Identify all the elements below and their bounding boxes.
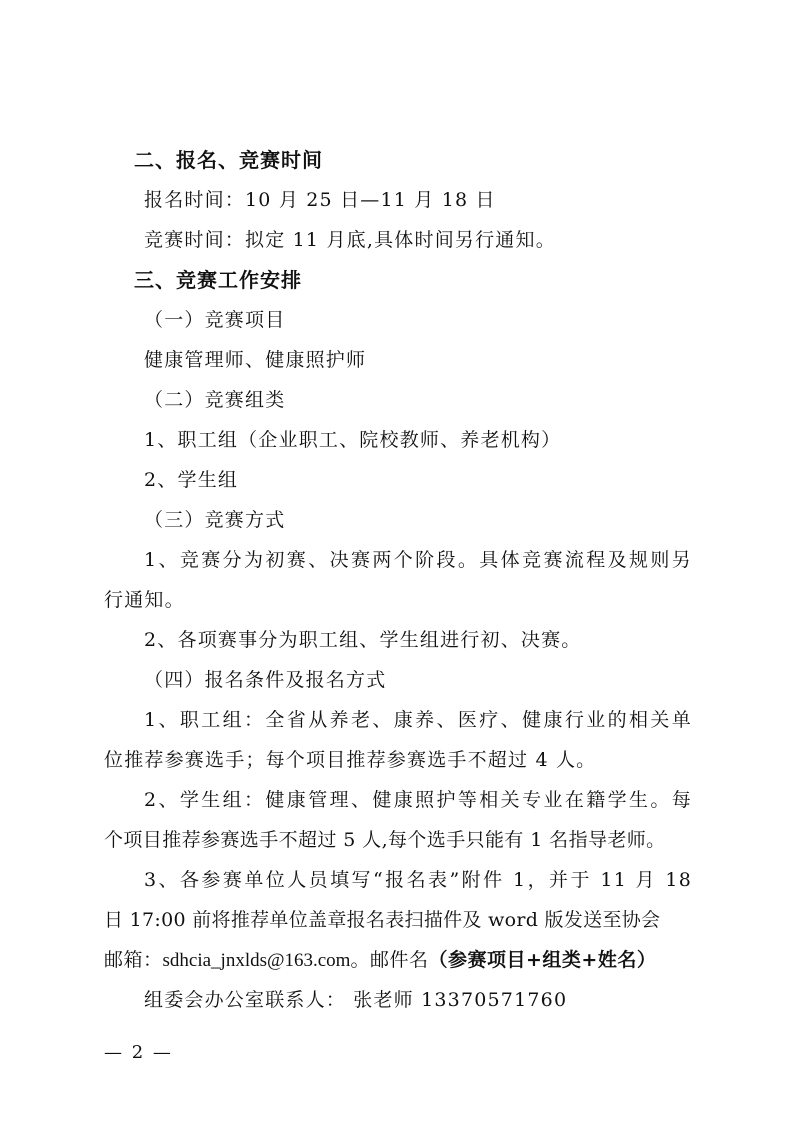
contact-info: 组委会办公室联系人： 张老师 13370571760 bbox=[144, 989, 568, 1011]
subsection-3-item-1-line-1: 1、竞赛分为初赛、决赛两个阶段。具体竞赛流程及规则另 bbox=[144, 549, 692, 571]
section-2-heading: 二、报名、竞赛时间 bbox=[134, 148, 323, 172]
subsection-1-content: 健康管理师、健康照护师 bbox=[144, 349, 367, 371]
email-subject-format: （参赛项目+组类+姓名） bbox=[428, 949, 657, 971]
subsection-4-item-2-line-1: 2、学生组：健康管理、健康照护等相关专业在籍学生。每 bbox=[144, 789, 692, 811]
email-label: 邮箱： bbox=[104, 949, 163, 971]
registration-time: 报名时间：10 月 25 日—11 月 18 日 bbox=[144, 189, 496, 211]
competition-time: 竞赛时间：拟定 11 月底,具体时间另行通知。 bbox=[144, 229, 556, 251]
subsection-3-item-1-line-2: 行通知。 bbox=[104, 589, 185, 611]
subsection-4-item-1-line-1: 1、职工组：全省从养老、康养、医疗、健康行业的相关单 bbox=[144, 709, 692, 731]
subsection-2-heading: （二）竞赛组类 bbox=[144, 389, 286, 411]
subsection-4-item-1-line-2: 位推荐参赛选手；每个项目推荐参赛选手不超过 4 人。 bbox=[104, 749, 597, 771]
subsection-4-item-3-line-3 bbox=[104, 948, 656, 973]
subsection-4-item-3-line-1: 3、各参赛单位人员填写“报名表”附件 1，并于 11 月 18 bbox=[144, 869, 692, 891]
subsection-2-item-1: 1、职工组（企业职工、院校教师、养老机构） bbox=[144, 429, 562, 451]
subsection-2-item-2: 2、学生组 bbox=[144, 469, 239, 491]
subsection-4-item-2-line-2: 个项目推荐参赛选手不超过 5 人,每个选手只能有 1 名指导老师。 bbox=[104, 829, 666, 851]
subsection-3-item-2: 2、各项赛事分为职工组、学生组进行初、决赛。 bbox=[144, 629, 582, 651]
section-3-heading: 三、竞赛工作安排 bbox=[134, 268, 302, 292]
subsection-3-heading: （三）竞赛方式 bbox=[144, 509, 286, 531]
subsection-4-item-3-line-2: 日 17:00 前将推荐单位盖章报名表扫描件及 word 版发送至协会 bbox=[104, 909, 661, 931]
subsection-1-heading: （一）竞赛项目 bbox=[144, 309, 286, 331]
subsection-4-heading: （四）报名条件及报名方式 bbox=[144, 669, 387, 691]
page-number: — 2 — bbox=[104, 1042, 173, 1063]
email-subject-label: 。邮件名 bbox=[350, 949, 429, 971]
email-address: sdhcia_jnxlds@163.com bbox=[162, 950, 351, 971]
